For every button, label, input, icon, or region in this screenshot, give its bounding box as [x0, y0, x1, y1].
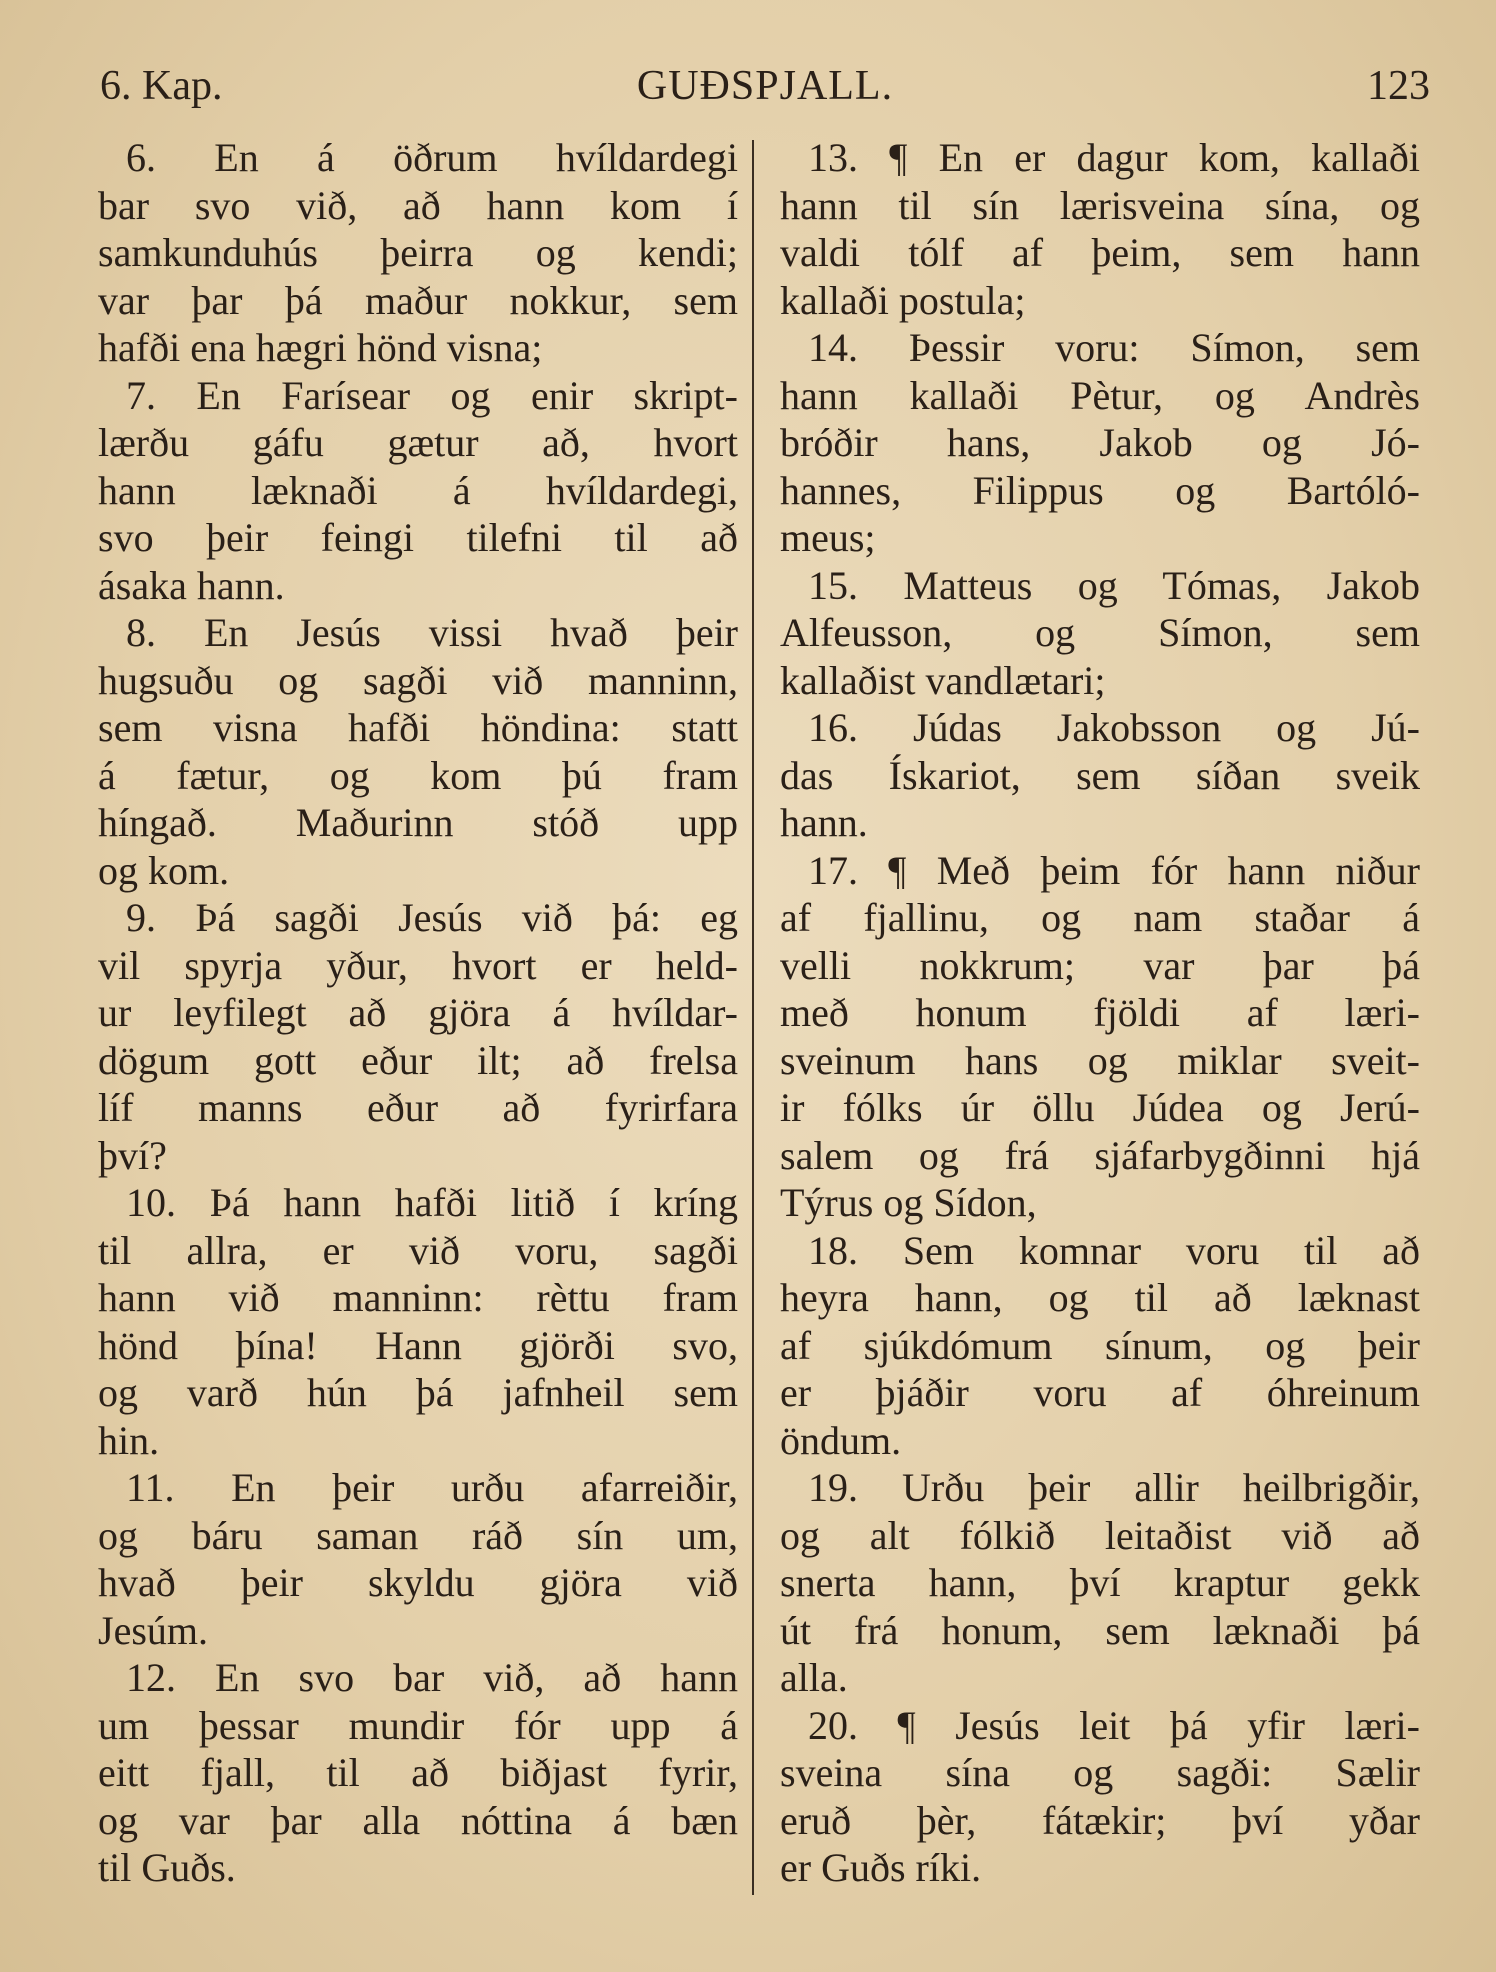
verse-paragraph — [98, 134, 738, 372]
text-line: 19. Urðu þeir allir heilbrigðir, — [808, 1465, 1420, 1510]
text-line: eitt fjall, til að biðjast fyrir, — [98, 1750, 738, 1795]
text-line: til allra, er við voru, sagði — [98, 1227, 738, 1273]
text-line: das Ískariot, sem síðan sveik — [780, 752, 1420, 798]
text-line: ir fólks úr öllu Júdea og Jerú- — [780, 1085, 1420, 1130]
text-line: eruð þèr, fátækir; því yðar — [780, 1797, 1420, 1843]
text-line: hönd þína! Hann gjörði svo, — [98, 1322, 738, 1368]
left-column — [98, 134, 738, 1892]
verse-paragraph — [780, 324, 1420, 562]
text-line: 6. En á öðrum hvíldardegi — [126, 135, 738, 180]
text-line: 12. En svo bar við, að hann — [126, 1655, 738, 1700]
text-line: meus; — [780, 515, 876, 560]
verse-paragraph — [780, 1227, 1420, 1465]
text-line: af sjúkdómum sínum, og þeir — [780, 1322, 1420, 1368]
text-line: velli nokkrum; var þar þá — [780, 942, 1420, 988]
text-line: hafði ena hægri hönd visna; — [98, 325, 543, 370]
page-number: 123 — [1367, 63, 1430, 109]
text-line: sveina sína og sagði: Sælir — [780, 1750, 1420, 1795]
chapter-label: 6. Kap. — [100, 63, 223, 109]
text-line: á fætur, og kom þú fram — [98, 752, 738, 798]
text-line: 11. En þeir urðu afarreiðir, — [126, 1465, 738, 1510]
text-line: og báru saman ráð sín um, — [98, 1512, 738, 1558]
text-line: líf manns eður að fyrirfara — [98, 1085, 738, 1130]
text-line: 10. Þá hann hafði litið í kríng — [126, 1180, 738, 1225]
text-line: lærðu gáfu gætur að, hvort — [98, 420, 738, 465]
text-line: hann læknaði á hvíldardegi, — [98, 467, 738, 513]
text-line: og alt fólkið leitaðist við að — [780, 1512, 1420, 1558]
text-line: 16. Júdas Jakobsson og Jú- — [808, 705, 1420, 750]
text-line: 7. En Farísear og enir skript- — [126, 372, 738, 418]
text-line: öndum. — [780, 1417, 902, 1463]
text-line: bróðir hans, Jakob og Jó- — [780, 420, 1420, 465]
text-line: sveinum hans og miklar sveit- — [780, 1037, 1420, 1083]
verse-paragraph — [98, 894, 738, 1179]
text-line: 14. Þessir voru: Símon, sem — [808, 325, 1420, 370]
verse-paragraph — [98, 1654, 738, 1892]
text-line: hann kallaði Pètur, og Andrès — [780, 372, 1420, 418]
text-line: var þar þá maður nokkur, sem — [98, 277, 738, 323]
text-line: Jesúm. — [98, 1607, 208, 1653]
text-line: hann við manninn: rèttu fram — [98, 1275, 738, 1320]
text-line: er Guðs ríki. — [780, 1845, 982, 1890]
verse-paragraph — [780, 562, 1420, 705]
verse-paragraph — [780, 704, 1420, 847]
verse-paragraph — [780, 134, 1420, 324]
text-line: 15. Matteus og Tómas, Jakob — [808, 562, 1420, 608]
text-line: híngað. Maðurinn stóð upp — [98, 800, 738, 845]
text-line: kallaðist vandlætari; — [780, 657, 1106, 703]
verse-paragraph — [98, 1179, 738, 1464]
column-divider — [752, 140, 754, 1895]
text-line: hann. — [780, 800, 868, 845]
verse-paragraph — [780, 1702, 1420, 1892]
text-line: 13. ¶ En er dagur kom, kallaði — [808, 135, 1420, 180]
text-line: kallaði postula; — [780, 277, 1026, 323]
verse-paragraph — [780, 1464, 1420, 1702]
text-line: með honum fjöldi af læri- — [780, 990, 1420, 1035]
running-header — [100, 62, 1430, 118]
text-line: hin. — [98, 1417, 160, 1463]
text-line: bar svo við, að hann kom í — [98, 182, 738, 228]
text-line: 8. En Jesús vissi hvað þeir — [126, 610, 738, 655]
text-line: Týrus og Sídon, — [780, 1180, 1037, 1225]
text-line: um þessar mundir fór upp á — [98, 1702, 738, 1748]
book-title: GUÐSPJALL. — [636, 63, 894, 109]
text-line: snerta hann, því kraptur gekk — [780, 1560, 1420, 1605]
verse-paragraph — [98, 1464, 738, 1654]
text-line: til Guðs. — [98, 1845, 236, 1890]
text-line: samkunduhús þeirra og kendi; — [98, 230, 738, 275]
text-line: sem visna hafði höndina: statt — [98, 705, 738, 750]
verse-paragraph — [780, 847, 1420, 1227]
text-line: hvað þeir skyldu gjöra við — [98, 1560, 738, 1605]
text-line: 18. Sem komnar voru til að — [808, 1227, 1420, 1273]
text-line: og varð hún þá jafnheil sem — [98, 1370, 738, 1415]
text-line: dögum gott eður ilt; að frelsa — [98, 1037, 738, 1083]
text-line: hann til sín lærisveina sína, og — [780, 182, 1420, 228]
text-line: af fjallinu, og nam staðar á — [780, 895, 1420, 940]
text-line: Alfeusson, og Símon, sem — [780, 610, 1420, 655]
text-line: hannes, Filippus og Bartóló- — [780, 467, 1420, 513]
text-line: 17. ¶ Með þeim fór hann niður — [808, 847, 1420, 893]
text-line: 20. ¶ Jesús leit þá yfir læri- — [808, 1702, 1420, 1748]
text-line: valdi tólf af þeim, sem hann — [780, 230, 1420, 275]
text-line: út frá honum, sem læknaði þá — [780, 1607, 1420, 1653]
verse-paragraph — [98, 372, 738, 610]
text-line: alla. — [780, 1655, 848, 1700]
text-line: og kom. — [98, 847, 230, 893]
verse-paragraph — [98, 609, 738, 894]
text-line: heyra hann, og til að læknast — [780, 1275, 1420, 1320]
text-line: salem og frá sjáfarbygðinni hjá — [780, 1132, 1420, 1178]
text-line: því? — [98, 1132, 167, 1178]
text-line: 9. Þá sagði Jesús við þá: eg — [126, 895, 738, 940]
text-line: er þjáðir voru af óhreinum — [780, 1370, 1420, 1415]
text-line: ásaka hann. — [98, 562, 285, 608]
text-line: ur leyfilegt að gjöra á hvíldar- — [98, 990, 738, 1035]
text-line: vil spyrja yður, hvort er held- — [98, 942, 738, 988]
text-line: svo þeir feingi tilefni til að — [98, 515, 738, 560]
text-line: hugsuðu og sagði við manninn, — [98, 657, 738, 703]
text-line: og var þar alla nóttina á bæn — [98, 1797, 738, 1843]
right-column — [780, 134, 1420, 1892]
